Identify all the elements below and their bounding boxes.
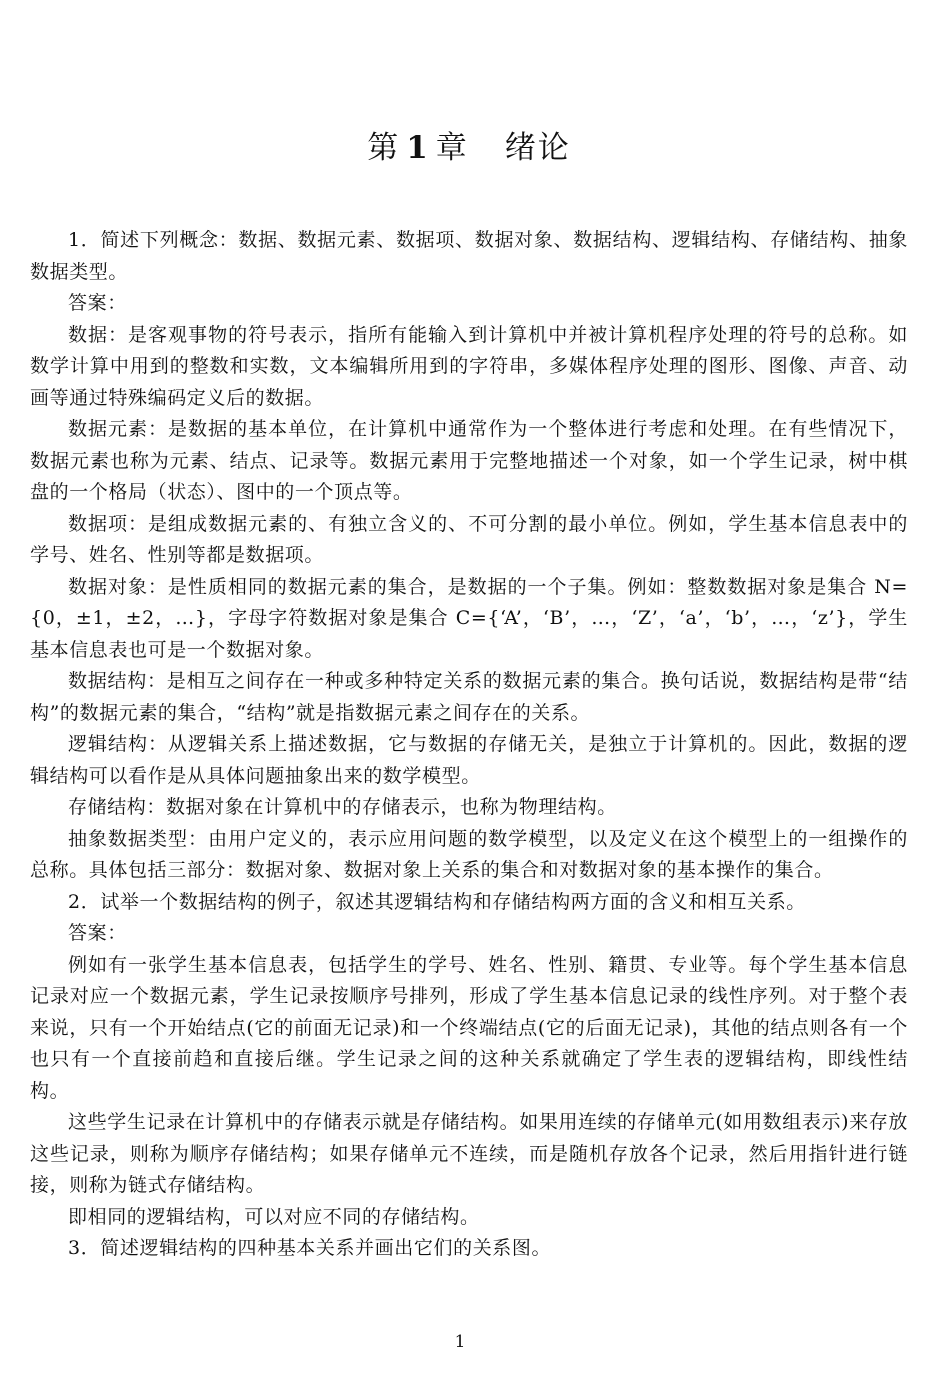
chapter-prefix: 第 <box>367 130 401 166</box>
answer-example-storage: 这些学生记录在计算机中的存储表示就是存储结构。如果用连续的存储单元(如用数组表示)来存放这些记录，则称为顺序存储结构；如果存储单元不连续，而是随机存放各个记录，然后用指针进行链接，则称为链式存储结构。 <box>30 1111 908 1196</box>
answer-conclusion: 即相同的逻辑结构，可以对应不同的存储结构。 <box>68 1205 480 1228</box>
answer-label: 答案： <box>68 922 127 944</box>
page-number: 1 <box>454 1332 466 1352</box>
definition-data-object: 数据对象：是性质相同的数据元素的集合，是数据的一个子集。例如：整数数据对象是集合 N={0，±1，±2，…}，字母字符数据对象是集合 C={‘A’，‘B’，…，‘Z’，‘a’，‘b’，…，‘z’}，学生基本信息表也可是一个数据对象。 <box>30 575 908 661</box>
chapter-title <box>30 126 908 170</box>
document-page <box>30 0 908 1382</box>
definition-data-structure: 数据结构：是相互之间存在一种或多种特定关系的数据元素的集合。换句话说，数据结构是带“结构”的数据元素的集合，“结构”就是指数据元素之间存在的关系。 <box>30 670 908 724</box>
definition-logical-structure: 逻辑结构：从逻辑关系上描述数据，它与数据的存储无关，是独立于计算机的。因此，数据的逻辑结构可以看作是从具体问题抽象出来的数学模型。 <box>30 733 908 787</box>
chapter-number: 1 <box>406 130 430 166</box>
definition-data-element: 数据元素：是数据的基本单位，在计算机中通常作为一个整体进行考虑和处理。在有些情况下，数据元素也称为元素、结点、记录等。数据元素用于完整地描述一个对象，如一个学生记录，树中棋盘的一个格局（状态）、图中的一个顶点等。 <box>30 418 908 503</box>
definition-data-item: 数据项：是组成数据元素的、有独立含义的、不可分割的最小单位。例如，学生基本信息表中的学号、姓名、性别等都是数据项。 <box>30 512 908 566</box>
question-3: 3．简述逻辑结构的四种基本关系并画出它们的关系图。 <box>68 1237 552 1259</box>
document-body <box>30 225 908 1265</box>
definition-data: 数据：是客观事物的符号表示，指所有能输入到计算机中并被计算机程序处理的符号的总称。如数学计算中用到的整数和实数，文本编辑所用到的字符串，多媒体程序处理的图形、图像、声音、动画等通过特殊编码定义后的数据。 <box>30 323 908 409</box>
chapter-suffix: 章 <box>435 130 469 166</box>
chapter-name: 绪论 <box>504 130 571 166</box>
definition-storage-structure: 存储结构：数据对象在计算机中的存储表示，也称为物理结构。 <box>68 796 617 818</box>
answer-example-logical: 例如有一张学生基本信息表，包括学生的学号、姓名、性别、籍贯、专业等。每个学生基本信息记录对应一个数据元素，学生记录按顺序号排列，形成了学生基本信息记录的线性序列。对于整个表来说，只有一个开始结点(它的前面无记录)和一个终端结点(它的后面无记录)，其他的结点则各有一个也只有一个直接前趋和直接后继。学生记录之间的这种关系就确定了学生表的逻辑结构，即线性结构。 <box>30 953 908 1102</box>
question-2: 2．试举一个数据结构的例子，叙述其逻辑结构和存储结构两方面的含义和相互关系。 <box>68 890 806 913</box>
question-1: 1．简述下列概念：数据、数据元素、数据项、数据对象、数据结构、逻辑结构、存储结构、抽象数据类型。 <box>30 229 908 283</box>
definition-abstract-data-type: 抽象数据类型：由用户定义的，表示应用问题的数学模型，以及定义在这个模型上的一组操作的总称。具体包括三部分：数据对象、数据对象上关系的集合和对数据对象的基本操作的集合。 <box>30 827 908 881</box>
answer-label: 答案： <box>68 292 127 314</box>
